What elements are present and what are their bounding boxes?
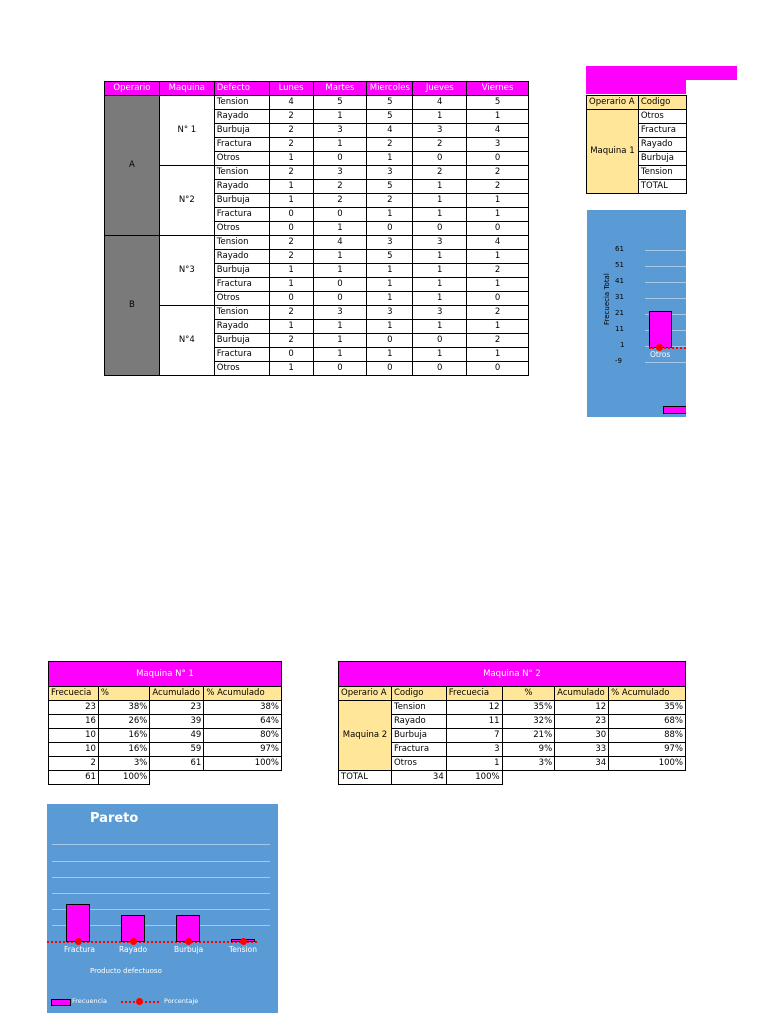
y-tick-label: 31 (615, 293, 624, 301)
y-tick-label: 11 (615, 325, 624, 333)
count-cell: 1 (269, 278, 313, 292)
gridline (645, 250, 686, 251)
count-cell: 1 (367, 348, 413, 362)
table-cell: Tension (391, 701, 446, 715)
table-cell: 7 (446, 729, 502, 743)
count-cell: 1 (269, 180, 313, 194)
column-header: Frecuecia (446, 687, 502, 701)
defect-cell: Burbuja (214, 264, 269, 278)
pareto-title: Pareto (90, 811, 139, 826)
table-cell: 9% (502, 743, 555, 757)
defect-cell: Otros (214, 152, 269, 166)
bar-fractura (66, 904, 90, 942)
count-cell: 0 (467, 222, 529, 236)
defect-cell: Tension (214, 166, 269, 180)
count-cell: 0 (313, 292, 367, 306)
defect-cell: Rayado (214, 180, 269, 194)
count-cell: 1 (367, 320, 413, 334)
count-cell: 1 (269, 152, 313, 166)
count-cell: 2 (313, 194, 367, 208)
x-tick-label: Rayado (119, 945, 148, 954)
count-cell: 2 (467, 334, 529, 348)
m1-total-frequency: 61 (49, 771, 99, 785)
table-cell: 100% (609, 757, 686, 771)
column-header: Martes (313, 82, 367, 96)
column-header: Acumulado (555, 687, 609, 701)
count-cell: 1 (413, 194, 467, 208)
x-axis-label: Producto defectuoso (90, 967, 162, 975)
table-cell: 88% (609, 729, 686, 743)
table-cell: 80% (204, 729, 282, 743)
machine-label: Maquina 2 (339, 701, 392, 771)
y-tick-label: 41 (615, 277, 624, 285)
table-cell: Rayado (391, 715, 446, 729)
column-header: Jueves (413, 82, 467, 96)
gridline (52, 844, 270, 845)
line-point-tension (240, 938, 247, 945)
column-header: Operario A (339, 687, 392, 701)
count-cell: 3 (313, 124, 367, 138)
machine-cell: N°4 (159, 306, 214, 376)
m1-total-percent: 100% (98, 771, 149, 785)
count-cell: 1 (367, 278, 413, 292)
count-cell: 3 (413, 236, 467, 250)
machine1-code-table (586, 95, 687, 194)
machine1-table (48, 661, 282, 785)
count-cell: 1 (313, 110, 367, 124)
count-cell: 3 (367, 306, 413, 320)
code-cell: Rayado (638, 138, 686, 152)
table-cell: 33 (555, 743, 609, 757)
count-cell: 0 (313, 278, 367, 292)
column-header: Codigo (391, 687, 446, 701)
table-row (339, 743, 686, 757)
count-cell: 2 (269, 110, 313, 124)
y-axis-label: Frecuecia Total (603, 273, 611, 325)
count-cell: 1 (413, 320, 467, 334)
count-cell: 1 (467, 208, 529, 222)
codigo-header: Codigo (638, 96, 686, 110)
count-cell: 0 (413, 152, 467, 166)
machine-cell: N°2 (159, 166, 214, 236)
count-cell: 1 (313, 320, 367, 334)
count-cell: 1 (467, 194, 529, 208)
count-cell: 2 (269, 138, 313, 152)
gridline (645, 298, 686, 299)
count-cell: 1 (467, 320, 529, 334)
table-cell: 3% (98, 757, 149, 771)
column-header: Viernes (467, 82, 529, 96)
count-cell: 2 (367, 194, 413, 208)
y-tick-label: 61 (615, 245, 624, 253)
column-header: % Acumulado (204, 687, 282, 701)
y-tick-label: -9 (615, 357, 622, 365)
count-cell: 1 (313, 348, 367, 362)
count-cell: 2 (313, 180, 367, 194)
column-header: % (98, 687, 149, 701)
gridline (645, 266, 686, 267)
table-cell: 26% (98, 715, 149, 729)
count-cell: 1 (313, 264, 367, 278)
column-header: Lunes (269, 82, 313, 96)
table-cell: 32% (502, 715, 555, 729)
table-cell: 38% (98, 701, 149, 715)
defect-cell: Burbuja (214, 334, 269, 348)
table-cell: 12 (446, 701, 502, 715)
table-cell: 59 (150, 743, 204, 757)
count-cell: 5 (367, 96, 413, 110)
table-cell: 61 (150, 757, 204, 771)
count-cell: 2 (269, 334, 313, 348)
count-cell: 0 (313, 362, 367, 376)
count-cell: 5 (367, 110, 413, 124)
x-tick-label: Burbuja (174, 945, 204, 954)
count-cell: 1 (269, 320, 313, 334)
count-cell: 0 (269, 222, 313, 236)
legend-frequency-swatch (51, 999, 71, 1006)
table-cell: 21% (502, 729, 555, 743)
count-cell: 2 (269, 124, 313, 138)
bar-otros (649, 311, 672, 348)
table-row (49, 715, 282, 729)
table-cell: 49 (150, 729, 204, 743)
count-cell: 0 (367, 334, 413, 348)
count-cell: 1 (367, 264, 413, 278)
table-cell: Otros (391, 757, 446, 771)
defect-cell: Tension (214, 96, 269, 110)
machine1-title: Maquina N° 1 (49, 662, 282, 687)
gridline (645, 282, 686, 283)
count-cell: 2 (269, 166, 313, 180)
count-cell: 1 (269, 362, 313, 376)
table-cell: 16% (98, 729, 149, 743)
legend-frequency-label: Frecuencia (72, 997, 107, 1005)
count-cell: 1 (467, 348, 529, 362)
line-point-fractura (75, 938, 82, 945)
table-row (105, 166, 529, 180)
count-cell: 2 (467, 306, 529, 320)
y-tick-label: 1 (620, 341, 625, 349)
column-header: Defecto (214, 82, 269, 96)
defects-table-header (105, 82, 529, 96)
right-title-bar (586, 66, 737, 80)
table-cell: 68% (609, 715, 686, 729)
count-cell: 1 (269, 194, 313, 208)
defect-cell: Tension (214, 236, 269, 250)
count-cell: 1 (467, 278, 529, 292)
count-cell: 2 (269, 250, 313, 264)
count-cell: 1 (413, 250, 467, 264)
count-cell: 1 (413, 278, 467, 292)
code-cell: Burbuja (638, 152, 686, 166)
gridline (52, 893, 270, 894)
m2-total-percent: 100% (446, 771, 502, 785)
count-cell: 1 (413, 180, 467, 194)
table-cell: 10 (49, 729, 99, 743)
x-tick-label: Tension (229, 945, 258, 954)
count-cell: 1 (413, 264, 467, 278)
table-cell: 16% (98, 743, 149, 757)
count-cell: 3 (313, 306, 367, 320)
defect-cell: Rayado (214, 320, 269, 334)
table-cell: 39 (150, 715, 204, 729)
table-row (49, 701, 282, 715)
defect-cell: Burbuja (214, 124, 269, 138)
machine1-pareto-chart-partial (587, 210, 686, 417)
operario-header: Operario A (587, 96, 639, 110)
table-cell: 12 (555, 701, 609, 715)
table-cell: 16 (49, 715, 99, 729)
column-header: Acumulado (150, 687, 204, 701)
code-cell: Otros (638, 110, 686, 124)
x-tick-label: Fractura (64, 945, 95, 954)
defect-cell: Otros (214, 222, 269, 236)
table-cell: Burbuja (391, 729, 446, 743)
defect-cell: Otros (214, 362, 269, 376)
count-cell: 2 (269, 306, 313, 320)
count-cell: 1 (313, 250, 367, 264)
table-row (339, 715, 686, 729)
table-cell: 38% (204, 701, 282, 715)
count-cell: 3 (413, 124, 467, 138)
count-cell: 3 (367, 236, 413, 250)
right-title-bar-lower (586, 80, 686, 94)
count-cell: 4 (467, 124, 529, 138)
table-cell: 64% (204, 715, 282, 729)
defect-cell: Tension (214, 306, 269, 320)
table-cell: 34 (555, 757, 609, 771)
machine2-table (338, 661, 686, 785)
column-header: Operario (105, 82, 160, 96)
count-cell: 3 (413, 306, 467, 320)
column-header: Miercoles (367, 82, 413, 96)
count-cell: 0 (367, 222, 413, 236)
x-label-otros: Otros (650, 350, 671, 359)
count-cell: 0 (313, 208, 367, 222)
count-cell: 2 (467, 264, 529, 278)
percentage-line (649, 347, 686, 349)
count-cell: 2 (269, 236, 313, 250)
table-cell: Fractura (391, 743, 446, 757)
count-cell: 5 (367, 180, 413, 194)
column-header: % Acumulado (609, 687, 686, 701)
machine-cell: N° 1 (159, 96, 214, 166)
machine-label: Maquina 1 (587, 110, 639, 194)
count-cell: 0 (413, 222, 467, 236)
table-cell: 23 (150, 701, 204, 715)
table-cell: 3% (502, 757, 555, 771)
count-cell: 2 (413, 138, 467, 152)
table-cell: 23 (49, 701, 99, 715)
count-cell: 1 (367, 152, 413, 166)
table-row (49, 757, 282, 771)
defects-table-body (105, 96, 529, 376)
count-cell: 0 (467, 292, 529, 306)
defect-cell: Otros (214, 292, 269, 306)
count-cell: 0 (367, 362, 413, 376)
operator-cell: B (105, 236, 160, 376)
count-cell: 3 (467, 138, 529, 152)
table-row (105, 306, 529, 320)
machine-cell: N°3 (159, 236, 214, 306)
defects-table (104, 81, 529, 376)
column-header: Maquina (159, 82, 214, 96)
table-cell: 100% (204, 757, 282, 771)
column-header: Frecuecia (49, 687, 99, 701)
line-point-rayado (130, 938, 137, 945)
count-cell: 1 (313, 334, 367, 348)
count-cell: 1 (313, 138, 367, 152)
table-cell: 10 (49, 743, 99, 757)
table-cell: 30 (555, 729, 609, 743)
table-row (105, 96, 529, 110)
count-cell: 4 (467, 236, 529, 250)
table-cell: 97% (609, 743, 686, 757)
table-cell: 35% (502, 701, 555, 715)
count-cell: 1 (313, 222, 367, 236)
count-cell: 0 (269, 208, 313, 222)
defect-cell: Fractura (214, 278, 269, 292)
table-row (339, 701, 686, 715)
table-cell: 1 (446, 757, 502, 771)
table-row (339, 729, 686, 743)
legend-percent-label: Porcentaje (164, 997, 199, 1005)
m2-total-frequency: 34 (391, 771, 446, 785)
count-cell: 1 (413, 348, 467, 362)
count-cell: 0 (467, 362, 529, 376)
y-tick-label: 21 (615, 309, 624, 317)
legend-swatch (663, 406, 686, 414)
table-cell: 35% (609, 701, 686, 715)
count-cell: 4 (313, 236, 367, 250)
count-cell: 0 (269, 292, 313, 306)
count-cell: 3 (367, 166, 413, 180)
count-cell: 1 (269, 264, 313, 278)
count-cell: 0 (313, 152, 367, 166)
count-cell: 5 (313, 96, 367, 110)
operator-cell: A (105, 96, 160, 236)
y-tick-label: 51 (615, 261, 624, 269)
count-cell: 2 (413, 166, 467, 180)
count-cell: 0 (467, 152, 529, 166)
line-point-burbuja (185, 938, 192, 945)
table-row (49, 743, 282, 757)
machine2-title: Maquina N° 2 (339, 662, 686, 687)
table-cell: 23 (555, 715, 609, 729)
table-cell: 2 (49, 757, 99, 771)
count-cell: 1 (413, 110, 467, 124)
count-cell: 4 (367, 124, 413, 138)
count-cell: 5 (367, 250, 413, 264)
table-row (49, 729, 282, 743)
defect-cell: Burbuja (214, 194, 269, 208)
count-cell: 1 (467, 250, 529, 264)
defect-cell: Fractura (214, 348, 269, 362)
count-cell: 1 (413, 208, 467, 222)
defect-cell: Fractura (214, 138, 269, 152)
count-cell: 1 (367, 208, 413, 222)
pareto-chart (47, 804, 278, 1013)
defect-cell: Rayado (214, 250, 269, 264)
count-cell: 0 (413, 334, 467, 348)
count-cell: 1 (413, 292, 467, 306)
count-cell: 2 (367, 138, 413, 152)
code-cell: TOTAL (638, 180, 686, 194)
code-cell: Tension (638, 166, 686, 180)
count-cell: 2 (467, 180, 529, 194)
count-cell: 2 (467, 166, 529, 180)
table-cell: 97% (204, 743, 282, 757)
defect-cell: Rayado (214, 110, 269, 124)
table-cell: 11 (446, 715, 502, 729)
count-cell: 4 (269, 96, 313, 110)
defect-cell: Fractura (214, 208, 269, 222)
count-cell: 5 (467, 96, 529, 110)
code-cell: Fractura (638, 124, 686, 138)
table-row (105, 236, 529, 250)
count-cell: 4 (413, 96, 467, 110)
count-cell: 3 (313, 166, 367, 180)
count-cell: 1 (467, 110, 529, 124)
column-header: % (502, 687, 555, 701)
m2-total-label: TOTAL (339, 771, 392, 785)
gridline (52, 861, 270, 862)
legend-percent-dot (136, 998, 143, 1005)
table-cell: 3 (446, 743, 502, 757)
table-row (339, 757, 686, 771)
gridline (645, 362, 686, 363)
count-cell: 1 (367, 292, 413, 306)
count-cell: 0 (413, 362, 467, 376)
gridline (52, 877, 270, 878)
count-cell: 0 (269, 348, 313, 362)
